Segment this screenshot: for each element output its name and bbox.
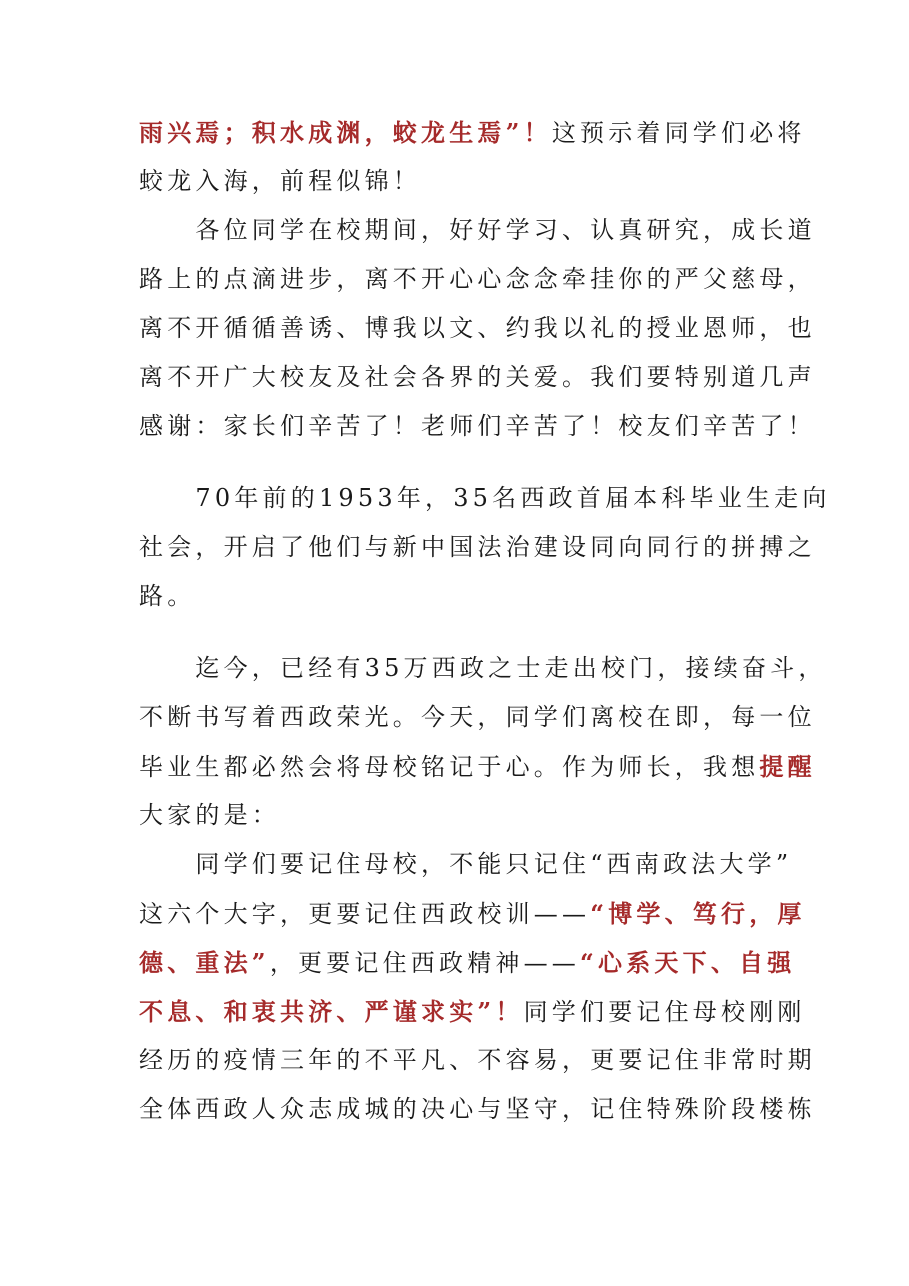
document-body (139, 108, 831, 1134)
text-line (139, 1085, 816, 1134)
paragraph (139, 474, 831, 621)
paragraph (139, 840, 816, 1134)
text-line (139, 474, 831, 523)
text-line (139, 938, 796, 987)
body-text: 不断书写着西政荣光。今天，同学们离校在即，每一位 (139, 703, 816, 731)
text-line (139, 1036, 816, 1085)
text-line (139, 255, 816, 304)
text-line (139, 353, 816, 402)
body-text: ，更要记住西政精神—— (269, 949, 581, 977)
text-line (139, 742, 816, 791)
text-line (139, 402, 816, 451)
paragraph (139, 108, 806, 206)
body-text: 这六个大字，更要记住西政校训—— (139, 900, 591, 928)
body-text: 蛟龙入海，前程似锦！ (139, 167, 421, 195)
body-text: 同学们要记住母校刚刚 (523, 998, 806, 1026)
paragraph-gap (139, 621, 779, 644)
paragraph (139, 644, 827, 840)
text-line (139, 157, 779, 206)
body-text: 路上的点滴进步，离不开心心念念牵挂你的严父慈母， (139, 265, 816, 293)
body-text: 同学们要记住母校，不能只记住“西南政法大学” (139, 850, 793, 878)
body-text: 离不开循循善诱、博我以文、约我以礼的授业恩师，也 (139, 314, 816, 342)
text-line (139, 791, 779, 840)
emphasis-text: 德、重法” (139, 948, 270, 977)
paragraph (139, 206, 816, 451)
emphasis-text: “博学、笃行，厚 (590, 899, 806, 928)
emphasis-text: 提醒 (759, 752, 816, 781)
emphasis-text: 雨兴焉；积水成渊，蛟龙生焉”！ (139, 118, 552, 147)
body-text: 各位同学在校期间，好好学习、认真研究，成长道 (139, 216, 816, 244)
body-text: 这预示着同学们必将 (551, 119, 806, 147)
paragraph-gap (139, 451, 779, 474)
text-line (139, 304, 816, 353)
text-line (139, 987, 806, 1036)
body-text: 经历的疫情三年的不平凡、不容易，更要记住非常时期 (139, 1046, 816, 1074)
body-text: 离不开广大校友及社会各界的关爱。我们要特别道几声 (139, 363, 816, 391)
body-text: 全体西政人众志成城的决心与坚守，记住特殊阶段楼栋 (139, 1095, 816, 1123)
text-line (139, 889, 806, 938)
text-line (139, 572, 779, 621)
emphasis-text: 不息、和衷共济、严谨求实”！ (139, 997, 524, 1026)
text-line (139, 693, 816, 742)
body-text: 大家的是： (139, 801, 280, 829)
text-line (139, 644, 827, 693)
emphasis-text: “心系天下、自强 (580, 948, 796, 977)
body-text: 毕业生都必然会将母校铭记于心。作为师长，我想 (139, 753, 760, 781)
text-line (139, 840, 793, 889)
text-line (139, 108, 806, 157)
body-text: 社会，开启了他们与新中国法治建设同向同行的拼搏之 (139, 533, 816, 561)
body-text: 70年前的1953年，35名西政首届本科毕业生走向 (139, 484, 831, 512)
text-line (139, 523, 816, 572)
body-text: 感谢：家长们辛苦了！老师们辛苦了！校友们辛苦了！ (139, 412, 816, 440)
body-text: 路。 (139, 582, 196, 610)
body-text: 迄今，已经有35万西政之士走出校门，接续奋斗， (139, 654, 827, 682)
text-line (139, 206, 816, 255)
